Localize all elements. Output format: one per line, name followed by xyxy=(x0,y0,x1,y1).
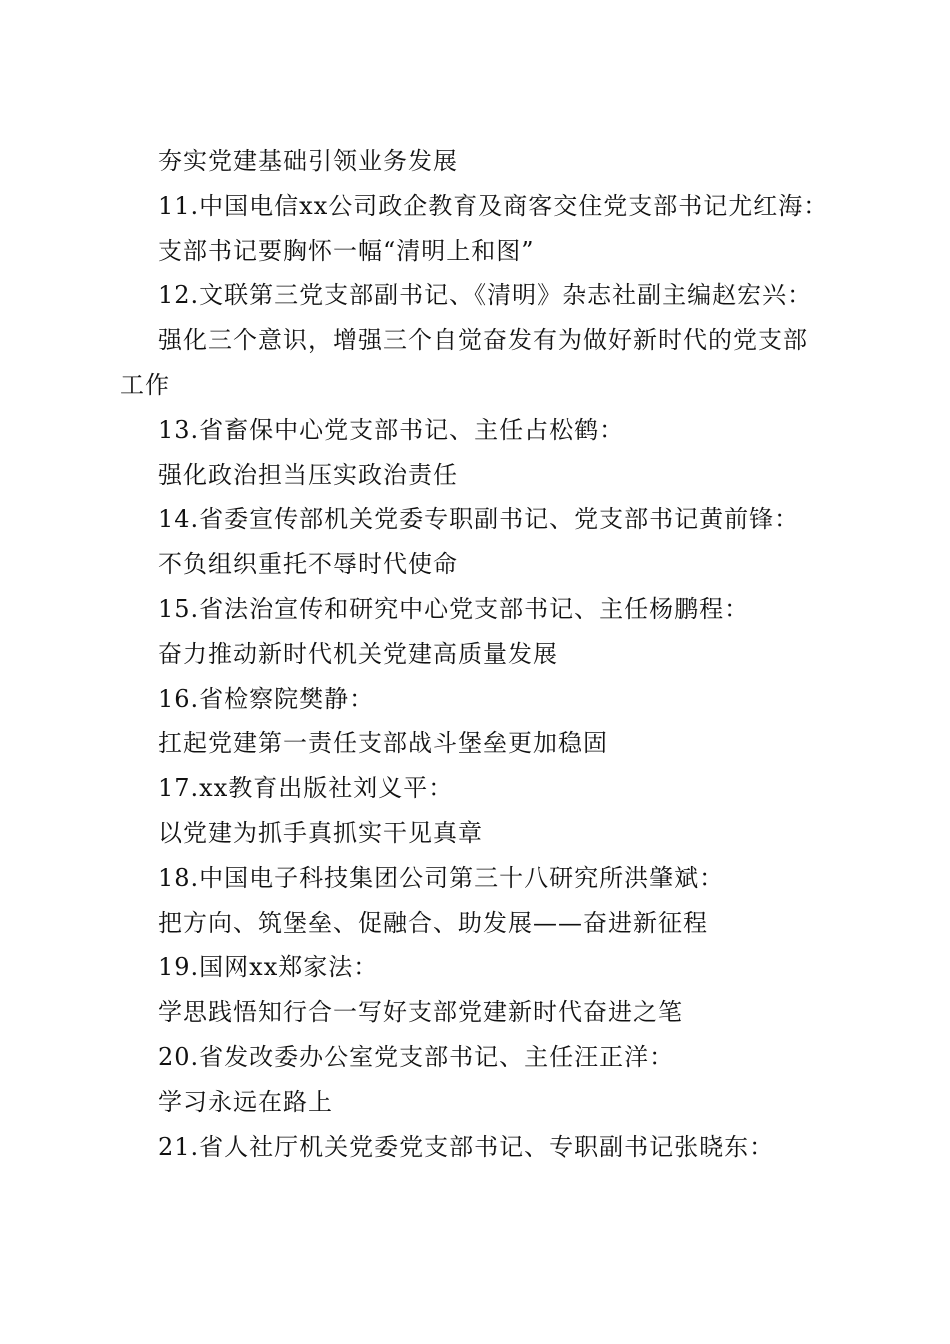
document-line: 以党建为抓手真抓实干见真章 xyxy=(158,818,483,847)
document-line: 学习永远在路上 xyxy=(158,1087,333,1116)
document-line: 奋力推动新时代机关党建高质量发展 xyxy=(158,639,558,668)
document-line: 16.省检察院樊静： xyxy=(158,684,375,713)
document-line: 夯实党建基础引领业务发展 xyxy=(158,147,458,175)
document-line: 支部书记要胸怀一幅“清明上和图” xyxy=(158,236,535,265)
document-line: 18.中国电子科技集团公司第三十八研究所洪肇斌： xyxy=(158,863,725,892)
document-line: 19.国网xx郑家法： xyxy=(158,953,379,982)
document-body xyxy=(120,139,830,1169)
document-line: 17.xx教育出版社刘义平： xyxy=(158,774,454,803)
document-line: 扛起党建第一责任支部战斗堡垒更加稳固 xyxy=(158,729,608,758)
document-line: 14.省委宣传部机关党委专职副书记、党支部书记黄前锋： xyxy=(158,505,800,534)
document-line: 把方向、筑堡垒、促融合、助发展——奋进新征程 xyxy=(158,908,708,937)
document-line: 强化三个意识，增强三个自觉奋发有为做好新时代的党支部 xyxy=(158,326,808,355)
document-line: 不负组织重托不辱时代使命 xyxy=(158,550,458,579)
document-line: 工作 xyxy=(120,370,170,399)
document-line: 15.省法治宣传和研究中心党支部书记、主任杨鹏程： xyxy=(158,594,750,623)
document-line: 12.文联第三党支部副书记、《清明》杂志社副主编赵宏兴： xyxy=(158,281,813,310)
document-line: 11.中国电信xx公司政企教育及商客交住党支部书记尤红海： xyxy=(158,191,829,220)
document-line: 20.省发改委办公室党支部书记、主任汪正洋： xyxy=(158,1042,675,1071)
document-line: 21.省人社厅机关党委党支部书记、专职副书记张晓东： xyxy=(158,1132,775,1161)
document-line: 学思践悟知行合一写好支部党建新时代奋进之笔 xyxy=(158,998,683,1027)
document-line: 强化政治担当压实政治责任 xyxy=(158,460,458,489)
document-line: 13.省畜保中心党支部书记、主任占松鹤： xyxy=(158,415,625,444)
